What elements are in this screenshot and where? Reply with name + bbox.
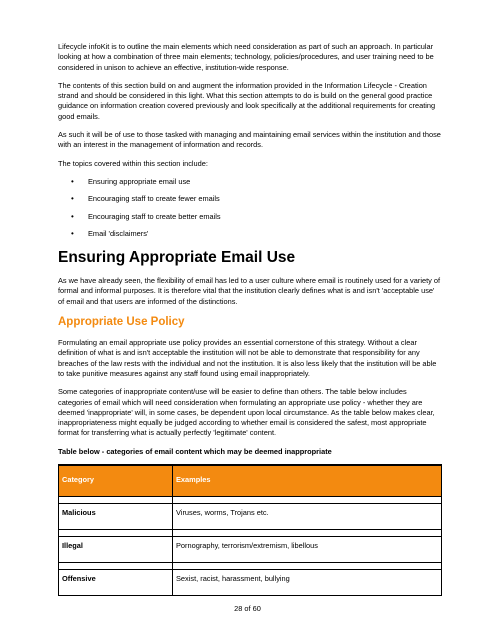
category-cell: Offensive [59,570,173,596]
intro-paragraph-2: The contents of this section build on and augment the information provided in the Information Lifecycle - Creation strand and should be considered in this light. What this section attempts to do is build on the general good practice guidance on information creation covered previously and look specifically at the additional requirements for creating good emails. [58,80,436,121]
topics-list [58,177,442,239]
topic-item: • Encouraging staff to create better emails [58,212,442,222]
table-spacer [59,497,442,504]
table-row [59,570,442,596]
table-spacer [59,530,442,537]
table-row [59,537,442,563]
intro-paragraph-4: The topics covered within this section include: [58,158,208,168]
topic-item: • Email 'disclaimers' [58,229,442,239]
table-header-row [59,465,442,497]
table-spacer [59,563,442,570]
subsection-paragraph-2: Some categories of inappropriate content/use will be easier to define than others. The table below includes categories of email which will need consideration when formulating an appropriate use policy - whether they are deemed 'inappropriate' will, in some cases, be dependent upon local circumstance. As the table below makes clear, inappropriateness might equally be judged according to whether email is considered the safest, most appropriate format for transferring what is actually perfectly 'legitimate' content. [58,387,435,438]
categories-table [58,464,442,596]
section-paragraph-1: As we have already seen, the flexibility of email has led to a user culture where email is routinely used for a variety of formal and informal purposes. It is therefore vital that the institution clearly defines what is and isn't 'acceptable use' of email and that users are informed of the distinctions. [58,276,441,306]
document-page [58,42,442,596]
table-caption: Table below - categories of email content which may be deemed inappropriate [58,446,332,456]
section-heading: Ensuring Appropriate Email Use [58,249,296,267]
category-cell: Illegal [59,537,173,563]
table-row [59,504,442,530]
category-cell: Malicious [59,504,173,530]
intro-paragraph-1: Lifecycle infoKit is to outline the main elements which need consideration as part of such an approach. In particular looking at how a combination of three main elements; technology, policies/procedures, and user training need to be considered in unison to achieve an effective, institution-wide response. [58,42,434,72]
header-category: Category [59,465,173,497]
examples-cell: Viruses, worms, Trojans etc. [173,504,442,530]
page-number: 28 of 60 [234,604,261,613]
subsection-paragraph-1: Formulating an email appropriate use policy provides an essential cornerstone of this strategy. Without a clear definition of what is and isn't acceptable the institution will not be able to demonstrate that responsibility for any breaches of the law rests with the individual and not the institution. It is also less likely that the institution will be able to take punitive measures against any staff found using email inappropriately. [58,338,437,378]
subsection-heading: Appropriate Use Policy [58,316,185,329]
header-examples: Examples [173,465,442,497]
intro-paragraph-3: As such it will be of use to those tasked with managing and maintaining email services within the institution and those with an interest in the management of information and records. [58,130,441,150]
topic-item: • Ensuring appropriate email use [58,177,442,187]
topic-item: • Encouraging staff to create fewer emails [58,194,442,204]
examples-cell: Pornography, terrorism/extremism, libellous [173,537,442,563]
examples-cell: Sexist, racist, harassment, bullying [173,570,442,596]
